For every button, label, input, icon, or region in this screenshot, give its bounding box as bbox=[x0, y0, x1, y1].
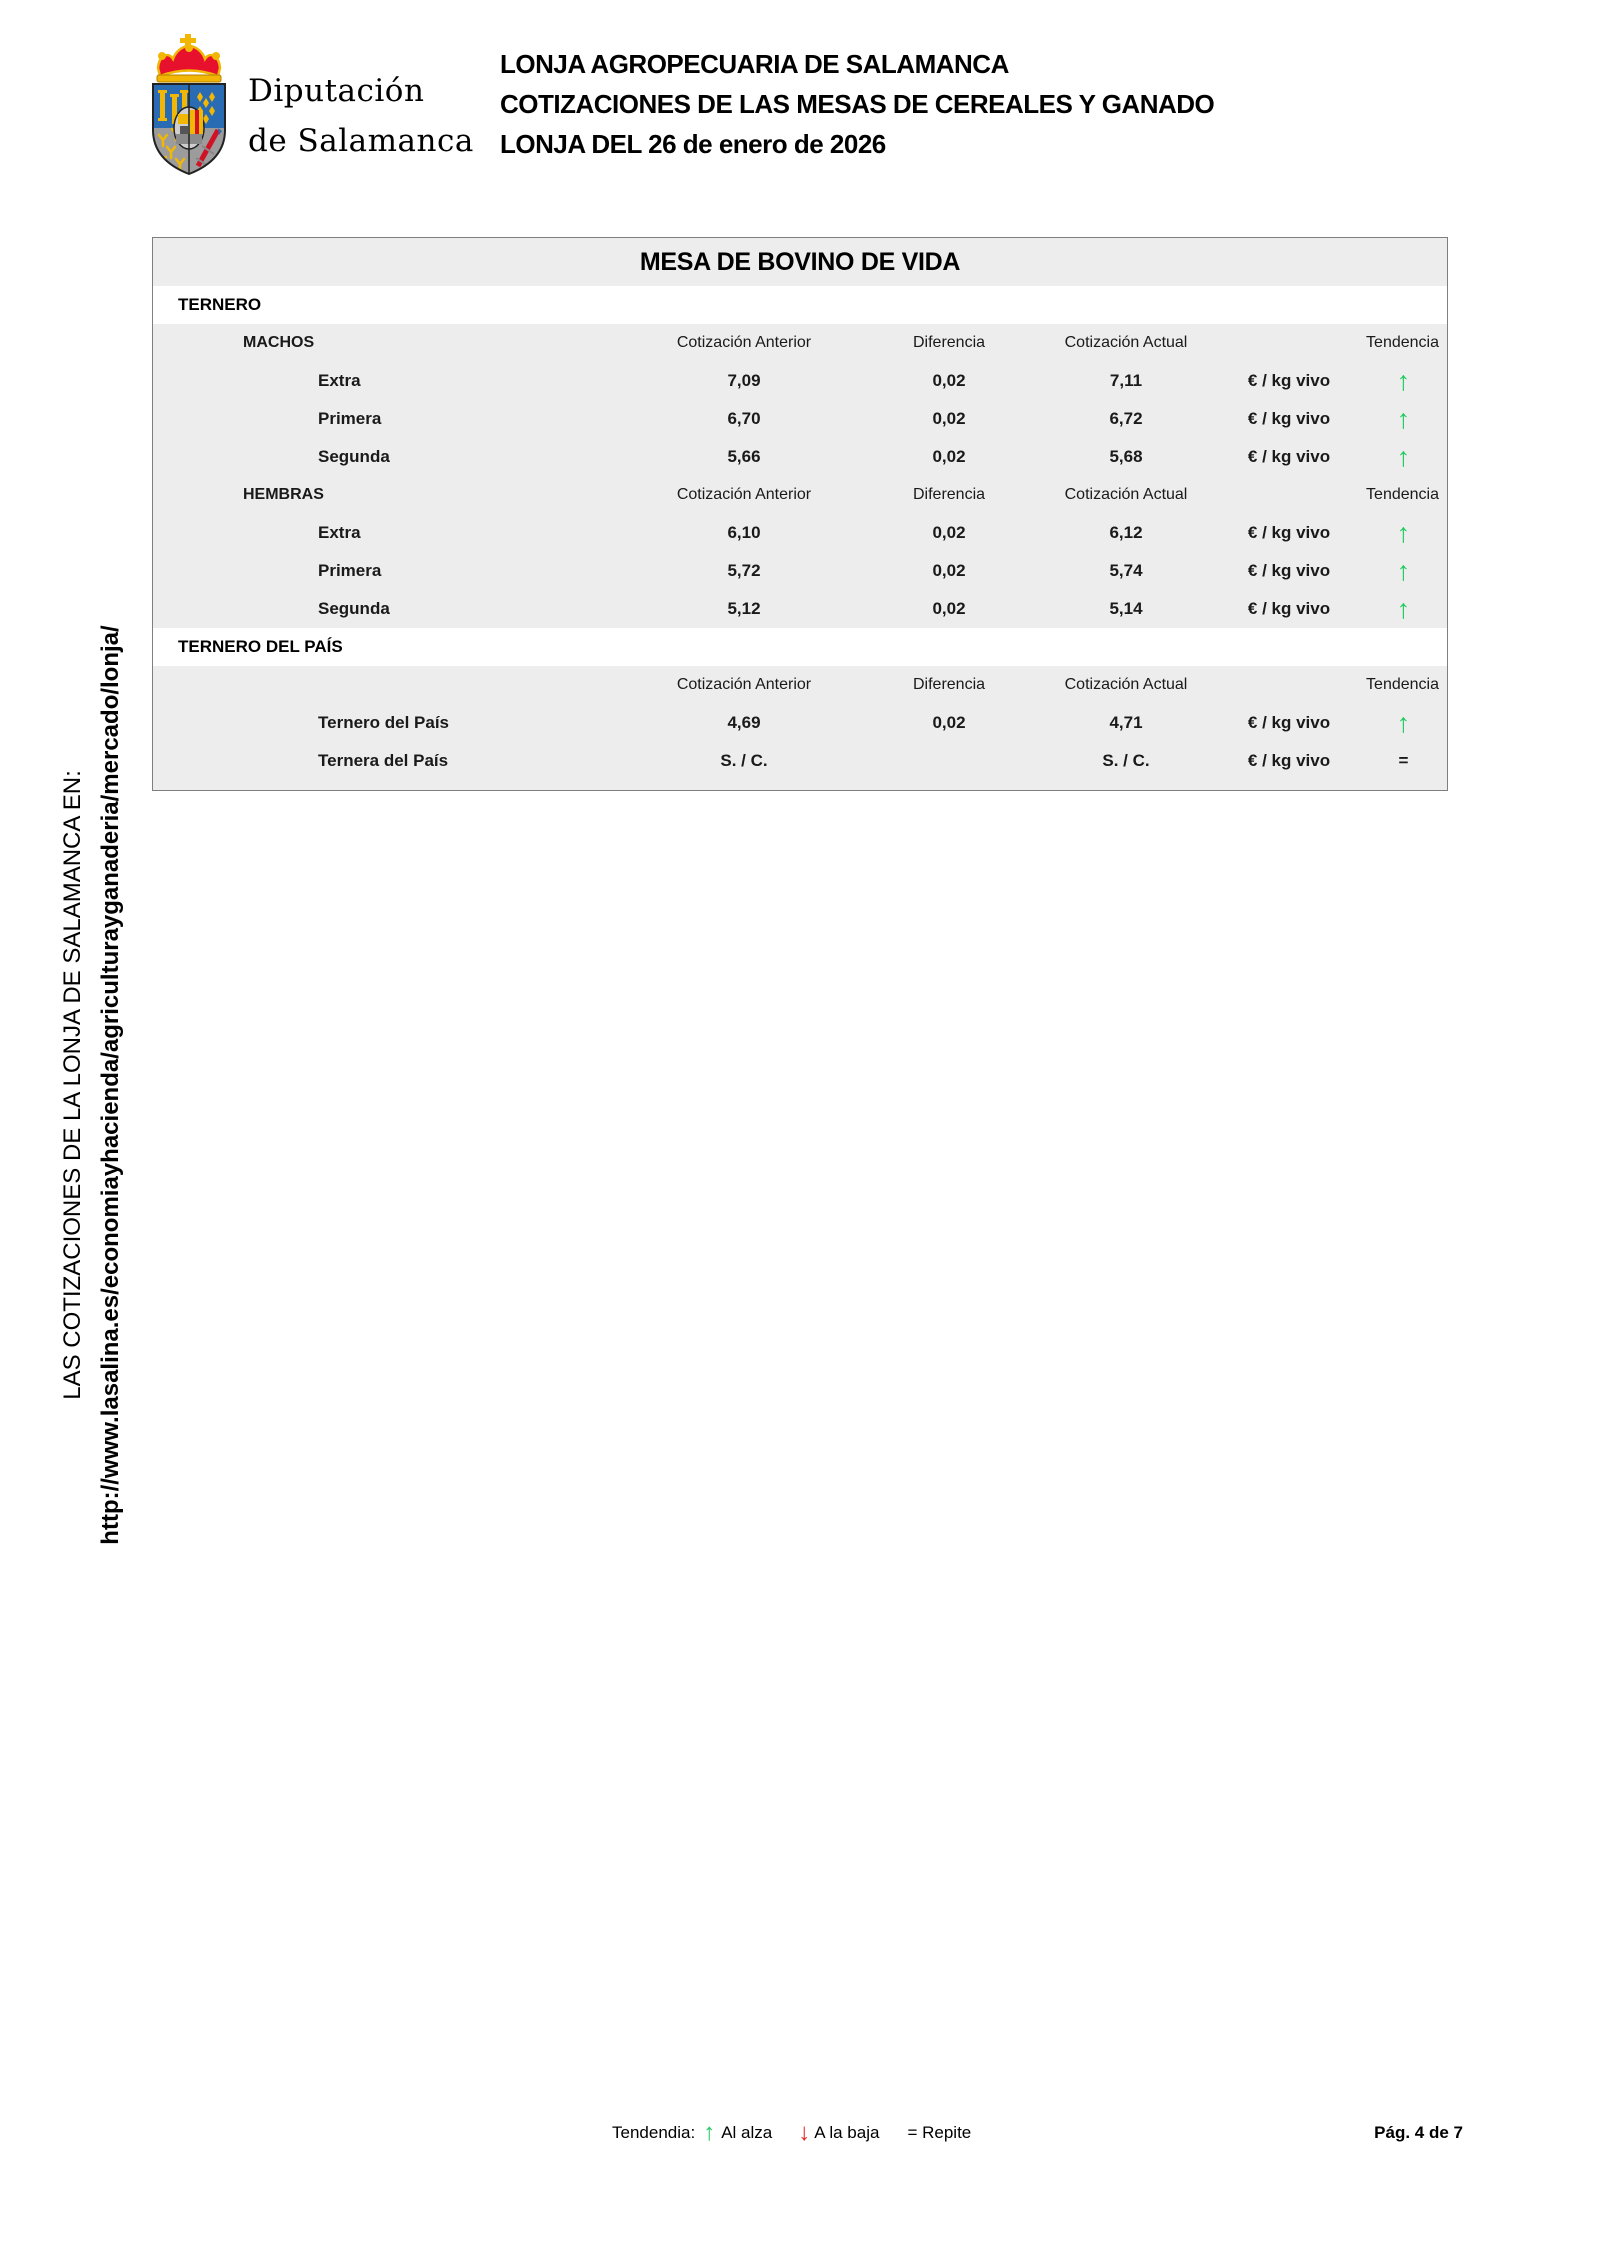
cotizacion-anterior-value: 5,12 bbox=[727, 599, 761, 618]
quotation-table bbox=[152, 237, 1448, 791]
cotizacion-actual-value: 5,68 bbox=[1109, 447, 1143, 466]
col-header-diferencia: Diferencia bbox=[912, 486, 986, 503]
table-title: MESA DE BOVINO DE VIDA bbox=[639, 247, 961, 276]
trend-up-icon: ↑ bbox=[1396, 441, 1411, 472]
cotizacion-actual-value: 6,12 bbox=[1109, 523, 1143, 542]
diferencia-value: 0,02 bbox=[932, 561, 966, 580]
cotizacion-anterior-value: 4,69 bbox=[727, 713, 761, 732]
cotizacion-actual-value: S. / C. bbox=[1102, 751, 1150, 770]
row-label: Primera bbox=[318, 561, 382, 580]
legend-label: Tendendia: bbox=[612, 2123, 696, 2142]
table-row bbox=[153, 590, 1447, 628]
unit-label: € / kg vivo bbox=[1247, 447, 1331, 466]
diputacion-crest-icon bbox=[138, 28, 240, 180]
diferencia-value: 0,02 bbox=[932, 523, 966, 542]
diferencia-value: 0,02 bbox=[932, 599, 966, 618]
section-band-ternero-del-pais: TERNERO DEL PAÍS bbox=[153, 628, 1447, 666]
group-header-hembras bbox=[153, 476, 1447, 514]
diferencia-value: 0,02 bbox=[932, 371, 966, 390]
table-row bbox=[153, 742, 1447, 780]
legend-down-arrow-icon: ↓ bbox=[798, 2119, 811, 2146]
diferencia-value: 0,02 bbox=[932, 447, 966, 466]
trend-up-icon: ↑ bbox=[1396, 555, 1411, 586]
col-header-anterior: Cotización Anterior bbox=[676, 676, 812, 693]
col-header-anterior: Cotización Anterior bbox=[676, 334, 812, 351]
cotizacion-actual-value: 5,14 bbox=[1109, 599, 1143, 618]
diferencia-value: 0,02 bbox=[932, 409, 966, 428]
row-label: Extra bbox=[318, 523, 361, 542]
table-row bbox=[153, 704, 1447, 742]
sidebar-vertical-note bbox=[54, 625, 130, 1544]
col-header-anterior: Cotización Anterior bbox=[676, 486, 812, 503]
cotizacion-actual-value: 6,72 bbox=[1109, 409, 1143, 428]
title-line2: COTIZACIONES DE LAS MESAS DE CEREALES Y GANADO bbox=[500, 89, 1215, 119]
cotizacion-actual-value: 4,71 bbox=[1109, 713, 1143, 732]
col-header-actual: Cotización Actual bbox=[1064, 334, 1188, 351]
sidebar-note-text: LAS COTIZACIONES DE LA LONJA DE SALAMANCA EN: bbox=[59, 770, 86, 1400]
cotizacion-anterior-value: 5,66 bbox=[727, 447, 761, 466]
document-title bbox=[500, 44, 1214, 164]
group-header-pais bbox=[153, 666, 1447, 704]
trend-up-icon: ↑ bbox=[1396, 593, 1411, 624]
col-header-tendencia: Tendencia bbox=[1366, 486, 1439, 503]
logo-name-line1: Diputación bbox=[248, 73, 425, 109]
cotizacion-anterior-value: 5,72 bbox=[727, 561, 761, 580]
group-header-machos bbox=[153, 324, 1447, 362]
legend-equal-label: = Repite bbox=[907, 2123, 972, 2142]
col-header-tendencia: Tendencia bbox=[1366, 676, 1439, 693]
trend-up-icon: ↑ bbox=[1396, 365, 1411, 396]
logo-wordmark bbox=[248, 66, 474, 166]
row-label: Segunda bbox=[318, 447, 390, 466]
col-header-actual: Cotización Actual bbox=[1064, 676, 1188, 693]
cotizacion-anterior-value: 7,09 bbox=[727, 371, 761, 390]
row-label: Extra bbox=[318, 371, 361, 390]
col-header-actual: Cotización Actual bbox=[1064, 486, 1188, 503]
row-label: Primera bbox=[318, 409, 382, 428]
col-header-diferencia: Diferencia bbox=[912, 334, 986, 351]
cotizacion-anterior-value: 6,70 bbox=[727, 409, 761, 428]
trend-up-icon: ↑ bbox=[1396, 517, 1411, 548]
section-band-ternero: TERNERO bbox=[153, 286, 1447, 324]
group-name: HEMBRAS bbox=[243, 486, 324, 503]
table-row bbox=[153, 514, 1447, 552]
cotizacion-anterior-value: 6,10 bbox=[727, 523, 761, 542]
row-label: Ternera del País bbox=[318, 751, 449, 770]
title-line1: LONJA AGROPECUARIA DE SALAMANCA bbox=[500, 49, 1009, 79]
trend-up-icon: ↑ bbox=[1396, 707, 1411, 738]
row-label: Ternero del País bbox=[318, 713, 450, 732]
title-line3: LONJA DEL 26 de enero de 2026 bbox=[500, 129, 886, 159]
row-label: Segunda bbox=[318, 599, 390, 618]
unit-label: € / kg vivo bbox=[1247, 713, 1331, 732]
sidebar-url-text: http://www.lasalina.es/economiayhacienda/agriculturayganaderia/mercado/lonja/ bbox=[97, 625, 124, 1545]
cotizacion-actual-value: 7,11 bbox=[1109, 371, 1143, 390]
unit-label: € / kg vivo bbox=[1247, 599, 1331, 618]
logo-name-line2: de Salamanca bbox=[248, 123, 474, 159]
table-row bbox=[153, 438, 1447, 476]
trend-equal-icon: = bbox=[1398, 751, 1409, 770]
col-header-tendencia: Tendencia bbox=[1366, 334, 1439, 351]
legend-up-label: Al alza bbox=[721, 2123, 773, 2142]
unit-label: € / kg vivo bbox=[1247, 523, 1331, 542]
col-header-diferencia: Diferencia bbox=[912, 676, 986, 693]
unit-label: € / kg vivo bbox=[1247, 561, 1331, 580]
diferencia-value: 0,02 bbox=[932, 713, 966, 732]
table-row bbox=[153, 400, 1447, 438]
cotizacion-actual-value: 5,74 bbox=[1109, 561, 1143, 580]
table-row bbox=[153, 362, 1447, 400]
legend-down-label: A la baja bbox=[814, 2123, 880, 2142]
unit-label: € / kg vivo bbox=[1247, 751, 1331, 770]
trend-up-icon: ↑ bbox=[1396, 403, 1411, 434]
legend-up-arrow-icon: ↑ bbox=[703, 2119, 716, 2146]
cotizacion-anterior-value: S. / C. bbox=[720, 751, 768, 770]
table-row bbox=[153, 552, 1447, 590]
group-name: MACHOS bbox=[243, 334, 315, 351]
unit-label: € / kg vivo bbox=[1247, 371, 1331, 390]
page-number: Pág. 4 de 7 bbox=[1374, 2123, 1463, 2142]
trend-legend bbox=[612, 2121, 971, 2145]
unit-label: € / kg vivo bbox=[1247, 409, 1331, 428]
